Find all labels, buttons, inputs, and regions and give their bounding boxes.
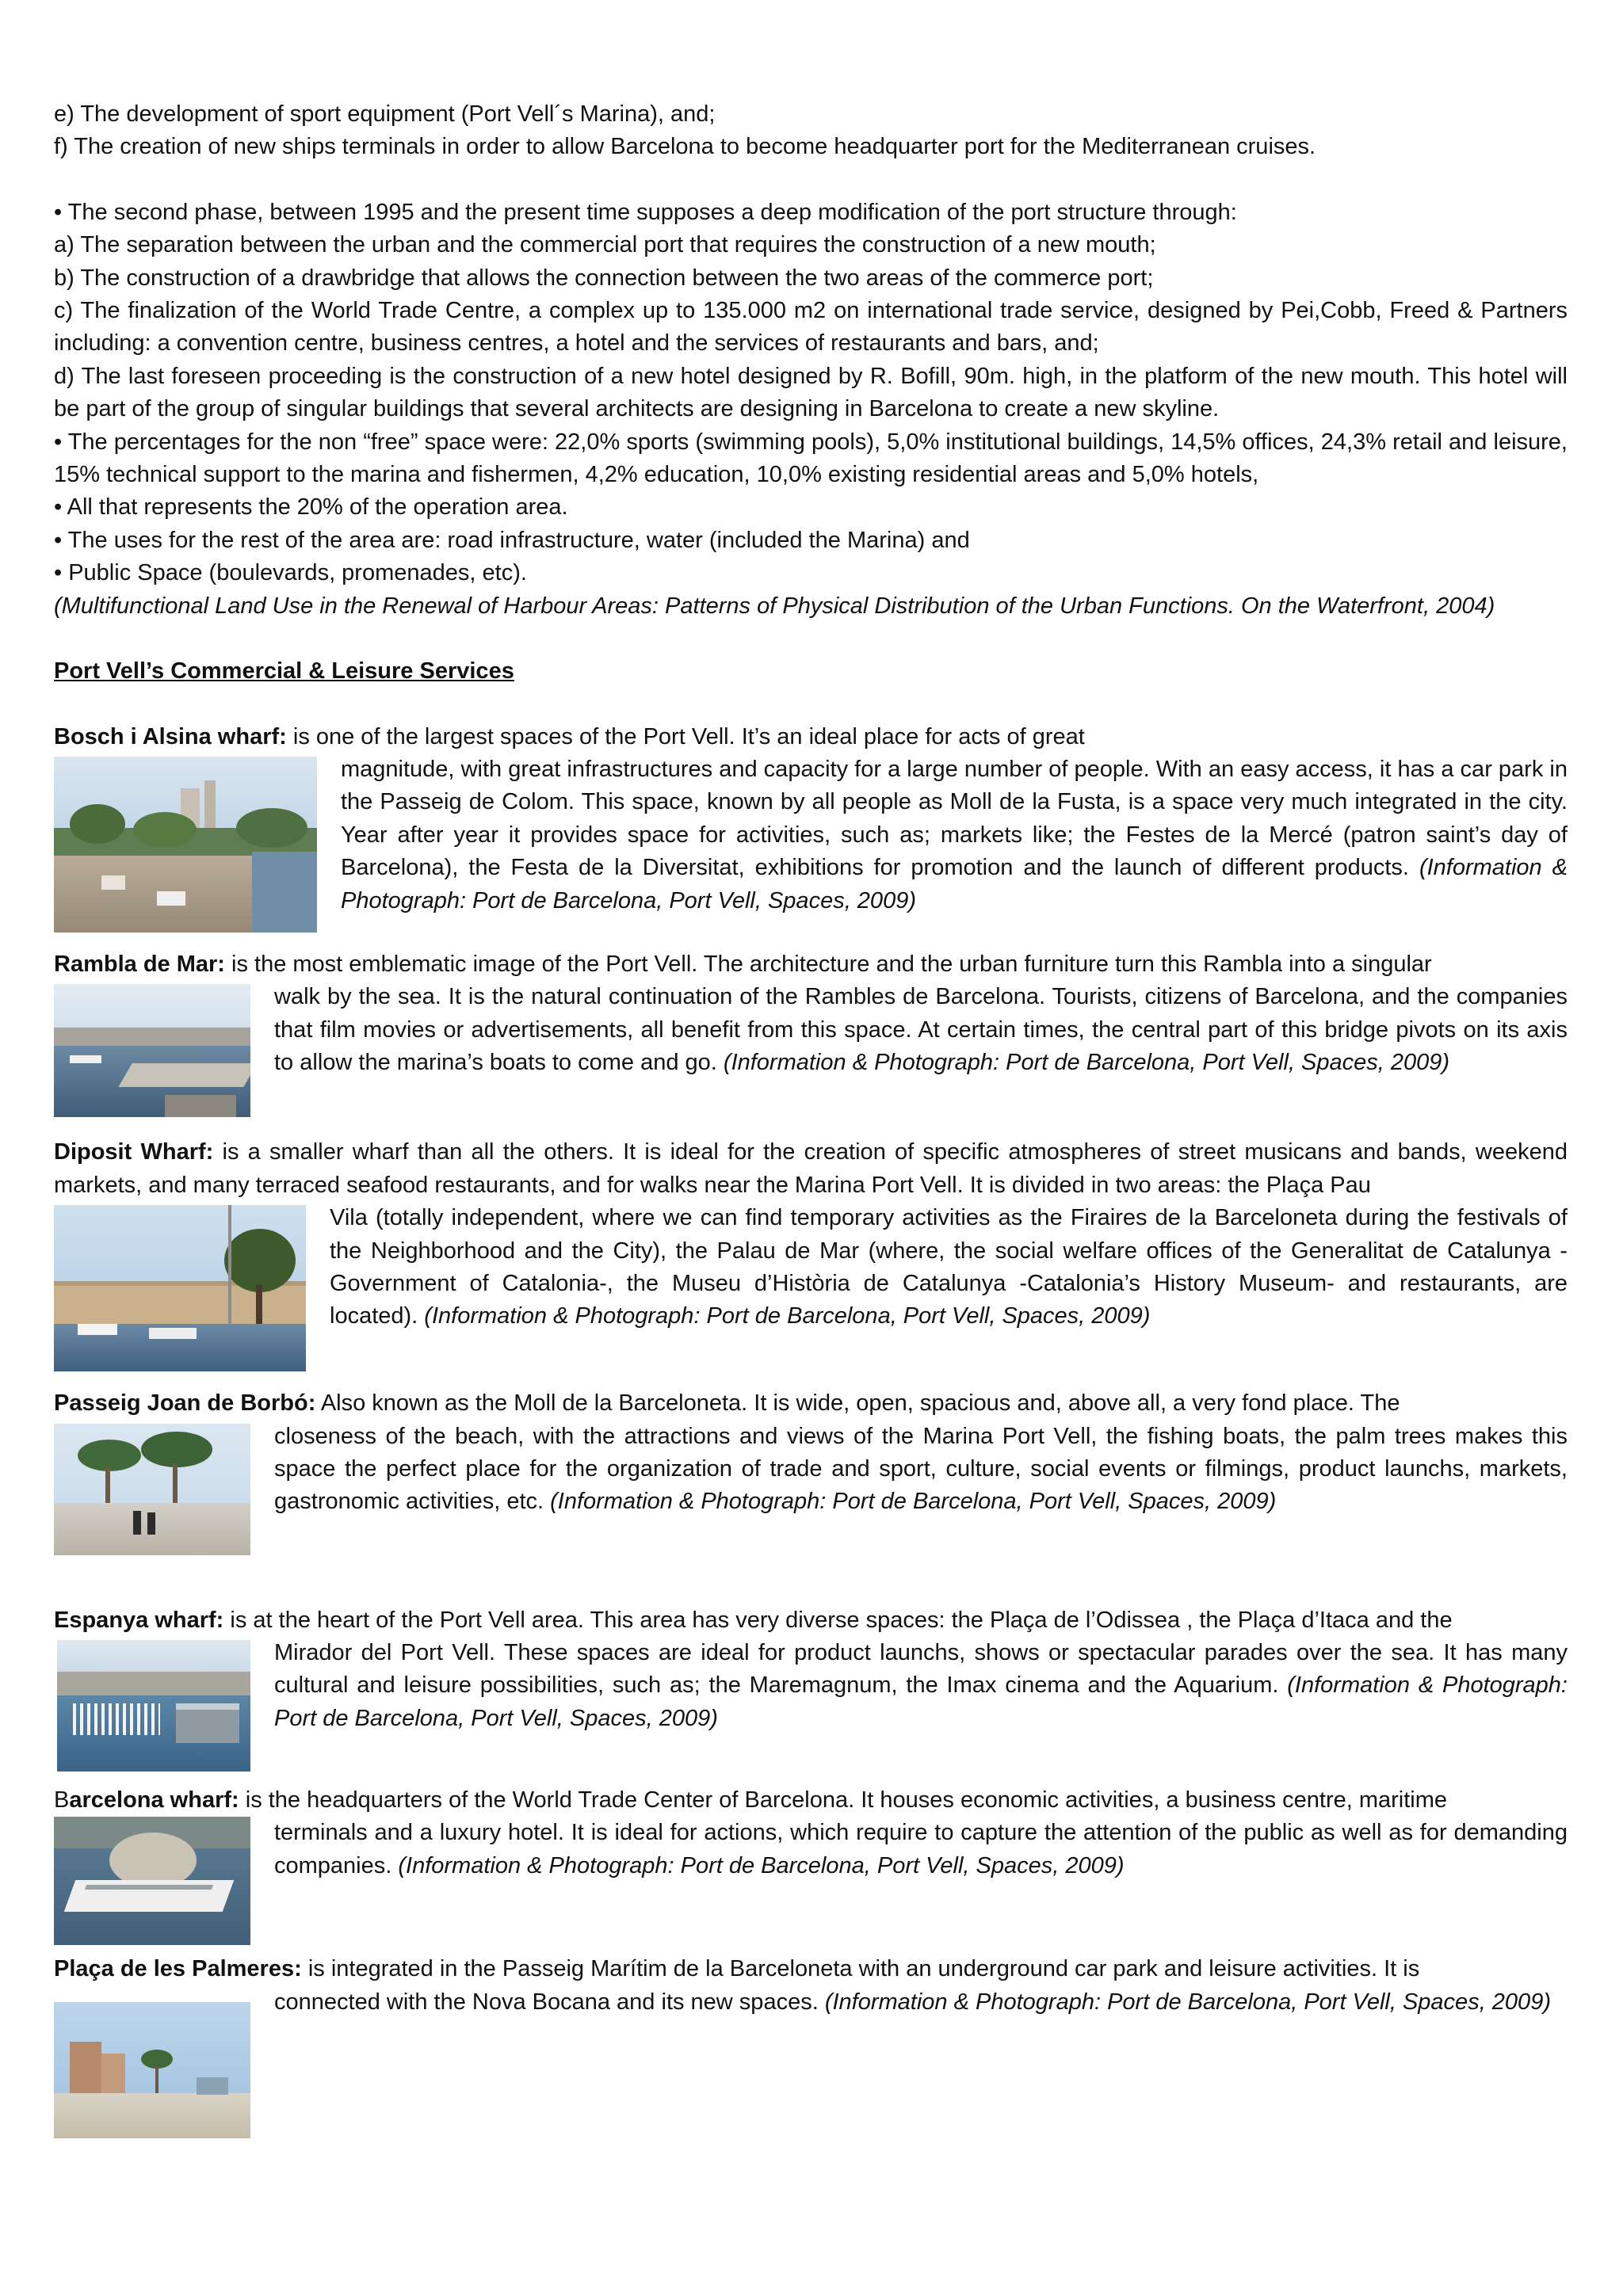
entry-lead-line bbox=[54, 721, 1568, 753]
intro-line-f: f) The creation of new ships terminals in order to allow Barcelona to become headquarter port for the Mediterranean cruises. bbox=[54, 134, 1316, 160]
intro-item-c: c) The finalization of the World Trade Centre, a complex up to 135.000 m2 on international trade service, designed by Pei,Cobb, Freed & Partners including: a convention centre, business centres, a hotel and the services of restaurants and bars, and; bbox=[54, 298, 1568, 357]
entry-source: (Information & Photograph: Port de Barcelona, Port Vell, Spaces, 2009) bbox=[424, 1303, 1151, 1329]
intro-item-b: b) The construction of a drawbridge that allows the connection between the two areas of the commerce port; bbox=[54, 265, 1154, 291]
entry-source: (Information & Photograph: Port de Barcelona, Port Vell, Spaces, 2009) bbox=[723, 1050, 1450, 1076]
entry-body: Mirador del Port Vell. These spaces are ideal for product launchs, shows or spectacular parades over the sea. It has many cultural and leisure possibilities, such as; the Maremagnum, the Imax cinema and the Aquarium. (Information & Photograph: Port de Barcelona, Port Vell, Spaces, 2009) bbox=[274, 1639, 1568, 1731]
entry-title: Plaça de les Palmeres: bbox=[54, 1956, 302, 1982]
photo-placa-de-les-palmeres bbox=[54, 2002, 250, 2138]
photo-espanya-wharf bbox=[57, 1640, 250, 1772]
intro-uses: • The uses for the rest of the area are: road infrastructure, water (included the Marina) and bbox=[54, 527, 970, 553]
intro-percentages: • The percentages for the non “free” space were: 22,0% sports (swimming pools), 5,0% institutional buildings, 14,5% offices, 24,3% retail and leisure, 15% technical support to the marina and fishermen, 4,2% education, 10,0% existing residential areas and 5,0% hotels, bbox=[54, 429, 1568, 488]
photo-barcelona-wharf bbox=[54, 1817, 250, 1945]
entry-lead-line bbox=[54, 948, 1568, 981]
entry-lead: Also known as the Moll de la Barceloneta. It is wide, open, spacious and, above all, a very fond place. The bbox=[315, 1390, 1400, 1417]
entry-lead-line bbox=[54, 1387, 1568, 1420]
entry-barcelona-wharf bbox=[54, 1784, 1568, 1945]
entry-source: (Information & Photograph: Port de Barcelona, Port Vell, Spaces, 2009) bbox=[550, 1489, 1277, 1515]
intro-citation: (Multifunctional Land Use in the Renewal of Harbour Areas: Patterns of Physical Distribution of the Urban Functions. On the Waterfront, 2004) bbox=[54, 593, 1495, 619]
entry-lead: is the headquarters of the World Trade Center of Barcelona. It houses economic activities, a business centre, maritime bbox=[239, 1787, 1448, 1813]
entry-espanya-wharf bbox=[54, 1604, 1568, 1772]
entry-body: magnitude, with great infrastructures and capacity for a large number of people. With an easy access, it has a car park in the Passeig de Colom. This space, known by all people as Moll de la Fusta, is a space very much integrated in the city. Year after year it provides space for activities, such as; markets like; the Festes de la Mercé (patron saint’s day of Barcelona), the Festa de la Diversitat, exhibitions for promotion and the launch of different products. (Information & Photograph: Port de Barcelona, Port Vell, Spaces, 2009) bbox=[341, 756, 1568, 913]
entry-body: terminals and a luxury hotel. It is ideal for actions, which require to capture the attention of the public as well as for demanding companies. (Information & Photograph: Port de Barcelona, Port Vell, Spaces, 2009) bbox=[274, 1820, 1568, 1878]
entry-lead-line bbox=[54, 1953, 1568, 1985]
section-heading: Port Vell’s Commercial & Leisure Services bbox=[54, 658, 514, 685]
entry-body: connected with the Nova Bocana and its new spaces. (Information & Photograph: Port de Barcelona, Port Vell, Spaces, 2009) bbox=[274, 1989, 1551, 2015]
entry-rambla-de-mar bbox=[54, 948, 1568, 1117]
entry-body: Vila (totally independent, where we can find temporary activities as the Firaires de la Barceloneta during the festivals of the Neighborhood and the City), the Palau de Mar (where, the social welfare offices of the Generalitat de Catalunya -Government of Catalonia-, the Museu d’Història de Catalunya -Catalonia’s History Museum- and restaurants, are located). (Information & Photograph: Port de Barcelona, Port Vell, Spaces, 2009) bbox=[330, 1205, 1568, 1329]
photo-passeig-joan-de-borbo bbox=[54, 1424, 250, 1555]
intro-item-a: a) The separation between the urban and the commercial port that requires the construction of a new mouth; bbox=[54, 232, 1156, 258]
entry-title: Passeig Joan de Borbó: bbox=[54, 1390, 316, 1417]
entry-body: closeness of the beach, with the attractions and views of the Marina Port Vell, the fishing boats, the palm trees makes this space the perfect place for the organization of trade and sport, culture, social events or filmings, product launchs, markets, gastronomic activities, etc. (Information & Photograph: Port de Barcelona, Port Vell, Spaces, 2009) bbox=[274, 1423, 1568, 1515]
entry-title-first-letter: B bbox=[54, 1787, 70, 1813]
entry-source: (Information & Photograph: Port de Barcelona, Port Vell, Spaces, 2009) bbox=[274, 1672, 1568, 1731]
entry-lead: is a smaller wharf than all the others. It is ideal for the creation of specific atmospheres of street musicans and bands, weekend markets, and many terraced seafood restaurants, and for walks near the Marina Port Vell. It is divided in two areas: the Plaça Pau bbox=[54, 1139, 1568, 1198]
entry-bosch-i-alsina bbox=[54, 721, 1568, 933]
entry-title: arcelona wharf: bbox=[69, 1787, 239, 1813]
entry-source: (Information & Photograph: Port de Barcelona, Port Vell, Spaces, 2009) bbox=[398, 1852, 1125, 1878]
photo-bosch-i-alsina bbox=[54, 757, 317, 933]
entry-lead: is at the heart of the Port Vell area. This area has very diverse spaces: the Plaça de l’Odissea , the Plaça d’Itaca and the bbox=[223, 1607, 1453, 1633]
entry-title: Espanya wharf: bbox=[54, 1607, 224, 1633]
entry-body: walk by the sea. It is the natural continuation of the Rambles de Barcelona. Tourists, citizens of Barcelona, and the companies that film movies or advertisements, all benefit from this space. At certain times, the central part of this bridge pivots on its axis to allow the marina’s boats to come and go. (Information & Photograph: Port de Barcelona, Port Vell, Spaces, 2009) bbox=[274, 984, 1568, 1076]
entry-source: (Information & Photograph: Port de Barcelona, Port Vell, Spaces, 2009) bbox=[824, 1989, 1551, 2015]
intro-public: • Public Space (boulevards, promenades, etc). bbox=[54, 560, 527, 586]
entry-lead-line bbox=[54, 1604, 1568, 1637]
intro-represents: • All that represents the 20% of the operation area. bbox=[54, 494, 568, 521]
entry-passeig-joan-de-borbo bbox=[54, 1387, 1568, 1554]
intro-line-e: e) The development of sport equipment (Port Vell´s Marina), and; bbox=[54, 101, 716, 127]
intro-item-d: d) The last foreseen proceeding is the construction of a new hotel designed by R. Bofill, 90m. high, in the platform of the new mouth. This hotel will be part of the group of singular buildings that several architects are designing in Barcelona to create a new skyline. bbox=[54, 363, 1568, 422]
entry-diposit-wharf bbox=[54, 1136, 1568, 1371]
photo-rambla-de-mar bbox=[54, 984, 250, 1117]
entry-title: Diposit Wharf: bbox=[54, 1139, 214, 1165]
entry-title: Rambla de Mar: bbox=[54, 951, 225, 977]
entry-title: Bosch i Alsina wharf: bbox=[54, 723, 287, 749]
entry-lead: is one of the largest spaces of the Port Vell. It’s an ideal place for acts of great bbox=[286, 723, 1085, 749]
entry-source: (Information & Photograph: Port de Barcelona, Port Vell, Spaces, 2009) bbox=[341, 855, 1568, 913]
photo-diposit-wharf bbox=[54, 1205, 306, 1371]
intro-phase2: • The second phase, between 1995 and the present time supposes a deep modification of the port structure through: bbox=[54, 199, 1237, 225]
entry-lead: is the most emblematic image of the Port Vell. The architecture and the urban furniture turn this Rambla into a singular bbox=[224, 951, 1432, 977]
entry-lead-line bbox=[54, 1784, 1568, 1817]
entry-lead: is integrated in the Passeig Marítim de la Barceloneta with an underground car park and leisure activities. It is bbox=[301, 1956, 1420, 1982]
entry-lead-line bbox=[54, 1136, 1568, 1202]
entry-placa-de-les-palmeres bbox=[54, 1953, 1568, 2138]
document-page bbox=[54, 98, 1568, 2138]
